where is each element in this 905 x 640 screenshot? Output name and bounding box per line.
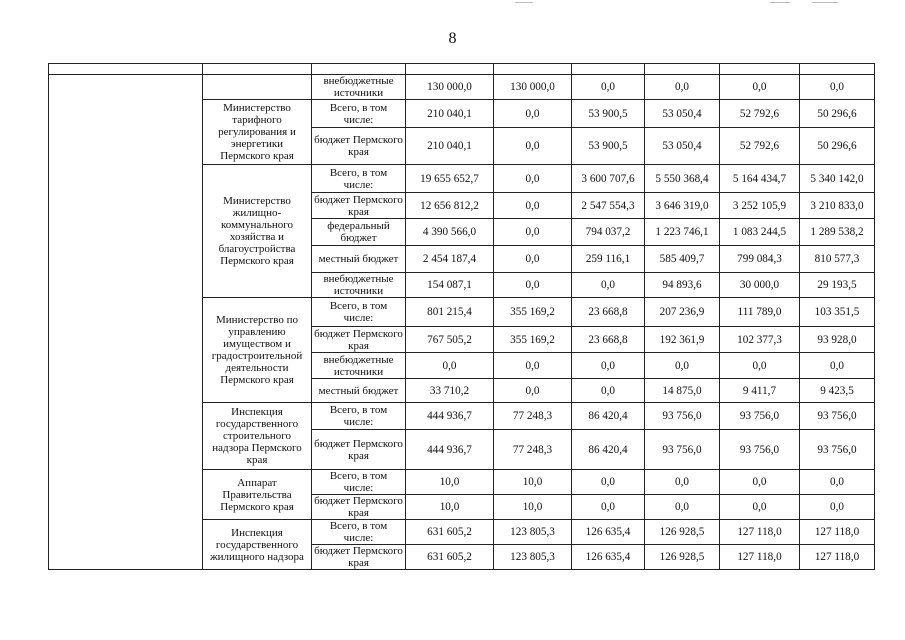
value-cell: 9 411,7 [720,379,800,403]
value-cell: 102 377,3 [720,327,800,353]
value-cell: 0,0 [572,470,645,495]
value-cell: 19 655 652,7 [406,165,494,193]
value-cell: 5 164 434,7 [720,165,800,193]
value-cell: 93 756,0 [720,430,800,470]
funding-type-cell: бюджет Пермского края [312,430,406,470]
value-cell: 3 252 105,9 [720,193,800,219]
value-cell: 355 169,2 [494,298,572,327]
value-cell: 0,0 [572,379,645,403]
value-cell: 0,0 [406,353,494,379]
funding-type-cell: бюджет Пермского края [312,128,406,165]
blank-cell [572,64,645,75]
value-cell: 10,0 [494,470,572,495]
funding-type-cell: внебюджетные источники [312,273,406,298]
value-cell: 94 893,6 [645,273,720,298]
value-cell: 50 296,6 [800,128,875,165]
value-cell: 126 635,4 [572,545,645,570]
funding-type-cell: бюджет Пермского края [312,545,406,570]
value-cell: 30 000,0 [720,273,800,298]
value-cell: 93 756,0 [720,403,800,430]
blank-cell [720,64,800,75]
value-cell: 53 900,5 [572,100,645,128]
value-cell: 5 550 368,4 [645,165,720,193]
value-cell: 10,0 [494,495,572,520]
value-cell: 0,0 [645,495,720,520]
org-name-cell: Министерство по управлению имуществом и градостроительной деятельности Пермского края [203,298,312,403]
value-cell: 9 423,5 [800,379,875,403]
value-cell: 0,0 [572,75,645,100]
funding-type-cell: внебюджетные источники [312,353,406,379]
value-cell: 0,0 [494,193,572,219]
value-cell: 444 936,7 [406,430,494,470]
value-cell: 77 248,3 [494,403,572,430]
value-cell: 810 577,3 [800,246,875,273]
value-cell: 4 390 566,0 [406,219,494,246]
value-cell: 130 000,0 [406,75,494,100]
value-cell: 3 600 707,6 [572,165,645,193]
value-cell: 0,0 [494,100,572,128]
value-cell: 0,0 [645,470,720,495]
value-cell: 355 169,2 [494,327,572,353]
org-name-cell: Аппарат Правительства Пермского края [203,470,312,520]
value-cell: 631 605,2 [406,520,494,545]
value-cell: 0,0 [494,219,572,246]
value-cell: 29 193,5 [800,273,875,298]
value-cell: 207 236,9 [645,298,720,327]
value-cell: 0,0 [572,273,645,298]
value-cell: 801 215,4 [406,298,494,327]
value-cell: 93 756,0 [645,403,720,430]
value-cell: 3 646 319,0 [645,193,720,219]
value-cell: 1 083 244,5 [720,219,800,246]
value-cell: 0,0 [720,353,800,379]
value-cell: 93 928,0 [800,327,875,353]
value-cell: 33 710,2 [406,379,494,403]
scan-mark [770,2,790,3]
blank-cell [203,64,312,75]
funding-type-cell: Всего, в том числе: [312,470,406,495]
org-name-cell: Инспекция государственного строительного надзора Пермского края [203,403,312,470]
funding-type-cell: бюджет Пермского края [312,327,406,353]
value-cell: 5 340 142,0 [800,165,875,193]
value-cell: 123 805,3 [494,545,572,570]
value-cell: 77 248,3 [494,430,572,470]
org-name-cell [203,75,312,100]
value-cell: 103 351,5 [800,298,875,327]
blank-cell [406,64,494,75]
value-cell: 192 361,9 [645,327,720,353]
value-cell: 127 118,0 [720,520,800,545]
value-cell: 130 000,0 [494,75,572,100]
value-cell: 0,0 [494,128,572,165]
funding-type-cell: Всего, в том числе: [312,403,406,430]
value-cell: 23 668,8 [572,298,645,327]
value-cell: 0,0 [800,470,875,495]
value-cell: 0,0 [645,75,720,100]
value-cell: 259 116,1 [572,246,645,273]
value-cell: 0,0 [494,379,572,403]
value-cell: 2 547 554,3 [572,193,645,219]
value-cell: 10,0 [406,495,494,520]
budget-table [48,63,875,570]
value-cell: 0,0 [800,353,875,379]
value-cell: 0,0 [494,353,572,379]
funding-type-cell: Всего, в том числе: [312,298,406,327]
org-name-cell: Министерство жилищно-коммунального хозяйства и благоустройства Пермского края [203,165,312,298]
value-cell: 210 040,1 [406,100,494,128]
value-cell: 0,0 [720,75,800,100]
blank-cell [800,64,875,75]
value-cell: 86 420,4 [572,430,645,470]
value-cell: 767 505,2 [406,327,494,353]
value-cell: 12 656 812,2 [406,193,494,219]
value-cell: 126 928,5 [645,545,720,570]
org-name-cell: Министерство тарифного регулирования и энергетики Пермского края [203,100,312,165]
funding-type-cell: федеральный бюджет [312,219,406,246]
funding-type-cell: бюджет Пермского края [312,193,406,219]
value-cell: 52 792,6 [720,100,800,128]
value-cell: 86 420,4 [572,403,645,430]
value-cell: 127 118,0 [800,520,875,545]
value-cell: 52 792,6 [720,128,800,165]
value-cell: 0,0 [494,273,572,298]
scan-mark [812,2,838,3]
value-cell: 126 635,4 [572,520,645,545]
value-cell: 93 756,0 [800,403,875,430]
funding-type-cell: Всего, в том числе: [312,100,406,128]
value-cell: 127 118,0 [720,545,800,570]
value-cell: 154 087,1 [406,273,494,298]
funding-type-cell: местный бюджет [312,379,406,403]
table-body [49,64,875,570]
value-cell: 123 805,3 [494,520,572,545]
value-cell: 210 040,1 [406,128,494,165]
value-cell: 0,0 [572,495,645,520]
value-cell: 2 454 187,4 [406,246,494,273]
funding-type-cell: Всего, в том числе: [312,165,406,193]
value-cell: 50 296,6 [800,100,875,128]
value-cell: 10,0 [406,470,494,495]
value-cell: 444 936,7 [406,403,494,430]
value-cell: 111 789,0 [720,298,800,327]
funding-type-cell: внебюджетные источники [312,75,406,100]
value-cell: 794 037,2 [572,219,645,246]
scan-mark [515,2,533,3]
blank-cell [49,64,203,75]
value-cell: 799 084,3 [720,246,800,273]
value-cell: 53 050,4 [645,100,720,128]
funding-type-cell: местный бюджет [312,246,406,273]
value-cell: 93 756,0 [645,430,720,470]
funding-type-cell: Всего, в том числе: [312,520,406,545]
value-cell: 0,0 [800,495,875,520]
value-cell: 3 210 833,0 [800,193,875,219]
value-cell: 0,0 [572,353,645,379]
value-cell: 0,0 [720,495,800,520]
table-row [49,75,875,100]
value-cell: 0,0 [720,470,800,495]
left-blank-cell [49,75,203,570]
funding-type-cell: бюджет Пермского края [312,495,406,520]
value-cell: 631 605,2 [406,545,494,570]
value-cell: 53 900,5 [572,128,645,165]
value-cell: 126 928,5 [645,520,720,545]
table-header-row [49,64,875,75]
value-cell: 585 409,7 [645,246,720,273]
value-cell: 14 875,0 [645,379,720,403]
blank-cell [494,64,572,75]
value-cell: 0,0 [494,165,572,193]
blank-cell [645,64,720,75]
value-cell: 1 223 746,1 [645,219,720,246]
org-name-cell: Инспекция государственного жилищного надзора [203,520,312,570]
value-cell: 1 289 538,2 [800,219,875,246]
value-cell: 0,0 [800,75,875,100]
value-cell: 23 668,8 [572,327,645,353]
blank-cell [312,64,406,75]
value-cell: 0,0 [494,246,572,273]
value-cell: 127 118,0 [800,545,875,570]
value-cell: 53 050,4 [645,128,720,165]
page-number: 8 [448,30,457,47]
value-cell: 0,0 [645,353,720,379]
value-cell: 93 756,0 [800,430,875,470]
